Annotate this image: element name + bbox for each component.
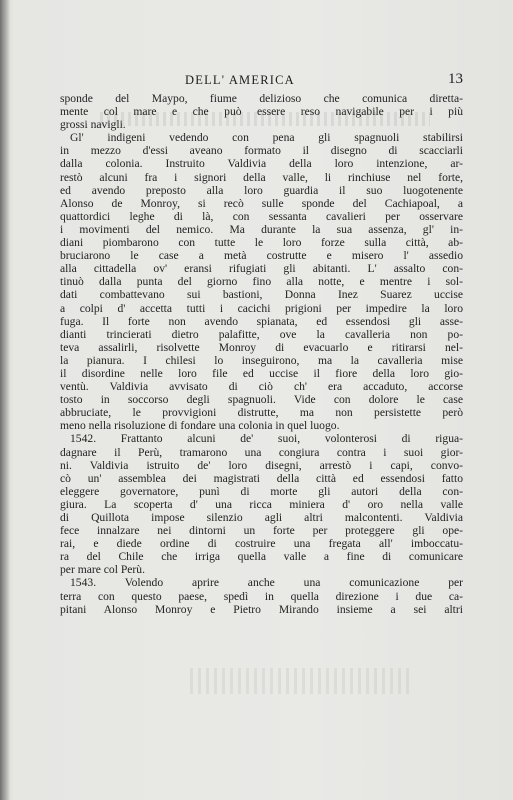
text-line: Gl' indigeni vedendo con pena gli spagnuoli stabilirsi xyxy=(70,131,463,145)
paragraph xyxy=(60,432,463,576)
paragraph xyxy=(60,576,463,615)
paragraph xyxy=(60,92,463,131)
text-line: fece innalzare nei dintorni un forte per proteggere gli ope- xyxy=(60,524,463,538)
text-line: Alonso de Monroy, si recò sulle sponde del Cachiapoal, a xyxy=(60,196,463,210)
text-line: mente col mare e che può essere reso navigabile per i più xyxy=(60,105,463,119)
text-line: dagnare il Perù, tramarono una congiura contra i suoi gior- xyxy=(60,445,463,459)
text-line: sponde del Maypo, fiume delizioso che comunica diretta- xyxy=(60,92,463,105)
text-line: pitani Alonso Monroy e Pietro Mirando insieme a sei altri xyxy=(60,602,463,616)
text-line: il disordine nelle loro file ed uccise il fiore della loro gio- xyxy=(60,366,463,380)
text-line: per mare col Perù. xyxy=(60,563,145,577)
text-line: abbruciate, le provvigioni distrutte, ma non persistette però xyxy=(60,406,463,420)
text-line: bruciarono le case a metà costrutte e misero l' assedio xyxy=(60,249,463,263)
text-line: cò un' assemblea dei magistrati della città ed essendosi fatto xyxy=(60,471,463,485)
text-line: ni. Valdivia istruito de' loro disegni, arrestò i capi, convo- xyxy=(60,458,463,472)
text-line: tosto in soccorso degli spagnuoli. Vide con dolore le case xyxy=(60,393,463,407)
running-title: DELL' AMERICA xyxy=(185,73,295,87)
text-line: la pianura. I chilesi lo inseguirono, ma la cavalleria mise xyxy=(60,353,463,367)
text-line: teva assalirli, risolvette Monroy di evacuarlo e ritirarsi nel- xyxy=(60,340,463,354)
text-line: dianti trincierati dietro palafitte, ove la cavalleria non po- xyxy=(60,327,463,341)
text-line: fuga. Il forte non avendo spianata, ed essendosi gli asse- xyxy=(60,314,463,328)
text-line: 1543. Volendo aprire anche una comunicazione per xyxy=(70,576,463,590)
text-line: di Quillota impose silenzio agli altri malcontenti. Valdivia xyxy=(60,511,463,524)
text-line: ed avendo preposto alla loro guardia il suo luogotenente xyxy=(60,183,463,197)
body-text xyxy=(60,92,463,616)
text-line: alla cittadella ov' eransi rifugiati gli abitanti. L' assalto con- xyxy=(60,262,463,276)
text-line: ra del Chile che irriga quella valle a fine di comunicare xyxy=(60,550,463,564)
text-line: quattordici leghe di là, con sessanta cavalieri per osservare xyxy=(60,209,463,223)
text-line: meno nella risoluzione di fondare una colonia in quel luogo. xyxy=(60,419,340,433)
text-line: restò alcuni fra i signori della valle, li rinchiuse nel forte, xyxy=(60,170,463,184)
paragraph xyxy=(60,131,463,432)
page-number: 13 xyxy=(448,71,463,87)
text-line: dalla colonia. Instruito Valdivia della loro intenzione, ar- xyxy=(60,157,463,171)
text-line: giura. La scoperta d' una ricca miniera d' oro nella valle xyxy=(60,497,463,511)
text-line: eleggere governatore, punì di morte gli autori della con- xyxy=(60,484,463,498)
page-gutter-shadow xyxy=(0,0,10,800)
text-line: terra con questo paese, spedì in quella direzione i due ca- xyxy=(60,589,463,603)
show-through-smudge xyxy=(190,668,410,694)
text-line: in mezzo d'essi aveano formato il disegno di scacciarli xyxy=(60,144,463,158)
text-line: i movimenti del nemico. Ma durante la sua assenza, gl' in- xyxy=(60,222,463,236)
text-line: diani piombarono con tutte le loro forze sulla città, ab- xyxy=(60,236,463,250)
text-line: 1542. Frattanto alcuni de' suoi, volonterosi di rigua- xyxy=(70,432,463,446)
text-line: grossi navigli. xyxy=(60,118,126,132)
text-line: ventù. Valdivia avvisato di ciò ch' era accaduto, accorse xyxy=(60,380,463,394)
text-line: rai, e diede ordine di costruire una fregata all' imboccatu- xyxy=(60,537,463,551)
text-line: dati combattevano sui bastioni, Donna Inez Suarez uccise xyxy=(60,288,463,302)
text-line: tinuò dalla punta del giorno fino alla notte, e mentre i sol- xyxy=(60,275,463,289)
page-header xyxy=(60,73,463,91)
text-line: a colpi d' accetta tutti i cacichi prigioni per impedire la loro xyxy=(60,301,463,315)
